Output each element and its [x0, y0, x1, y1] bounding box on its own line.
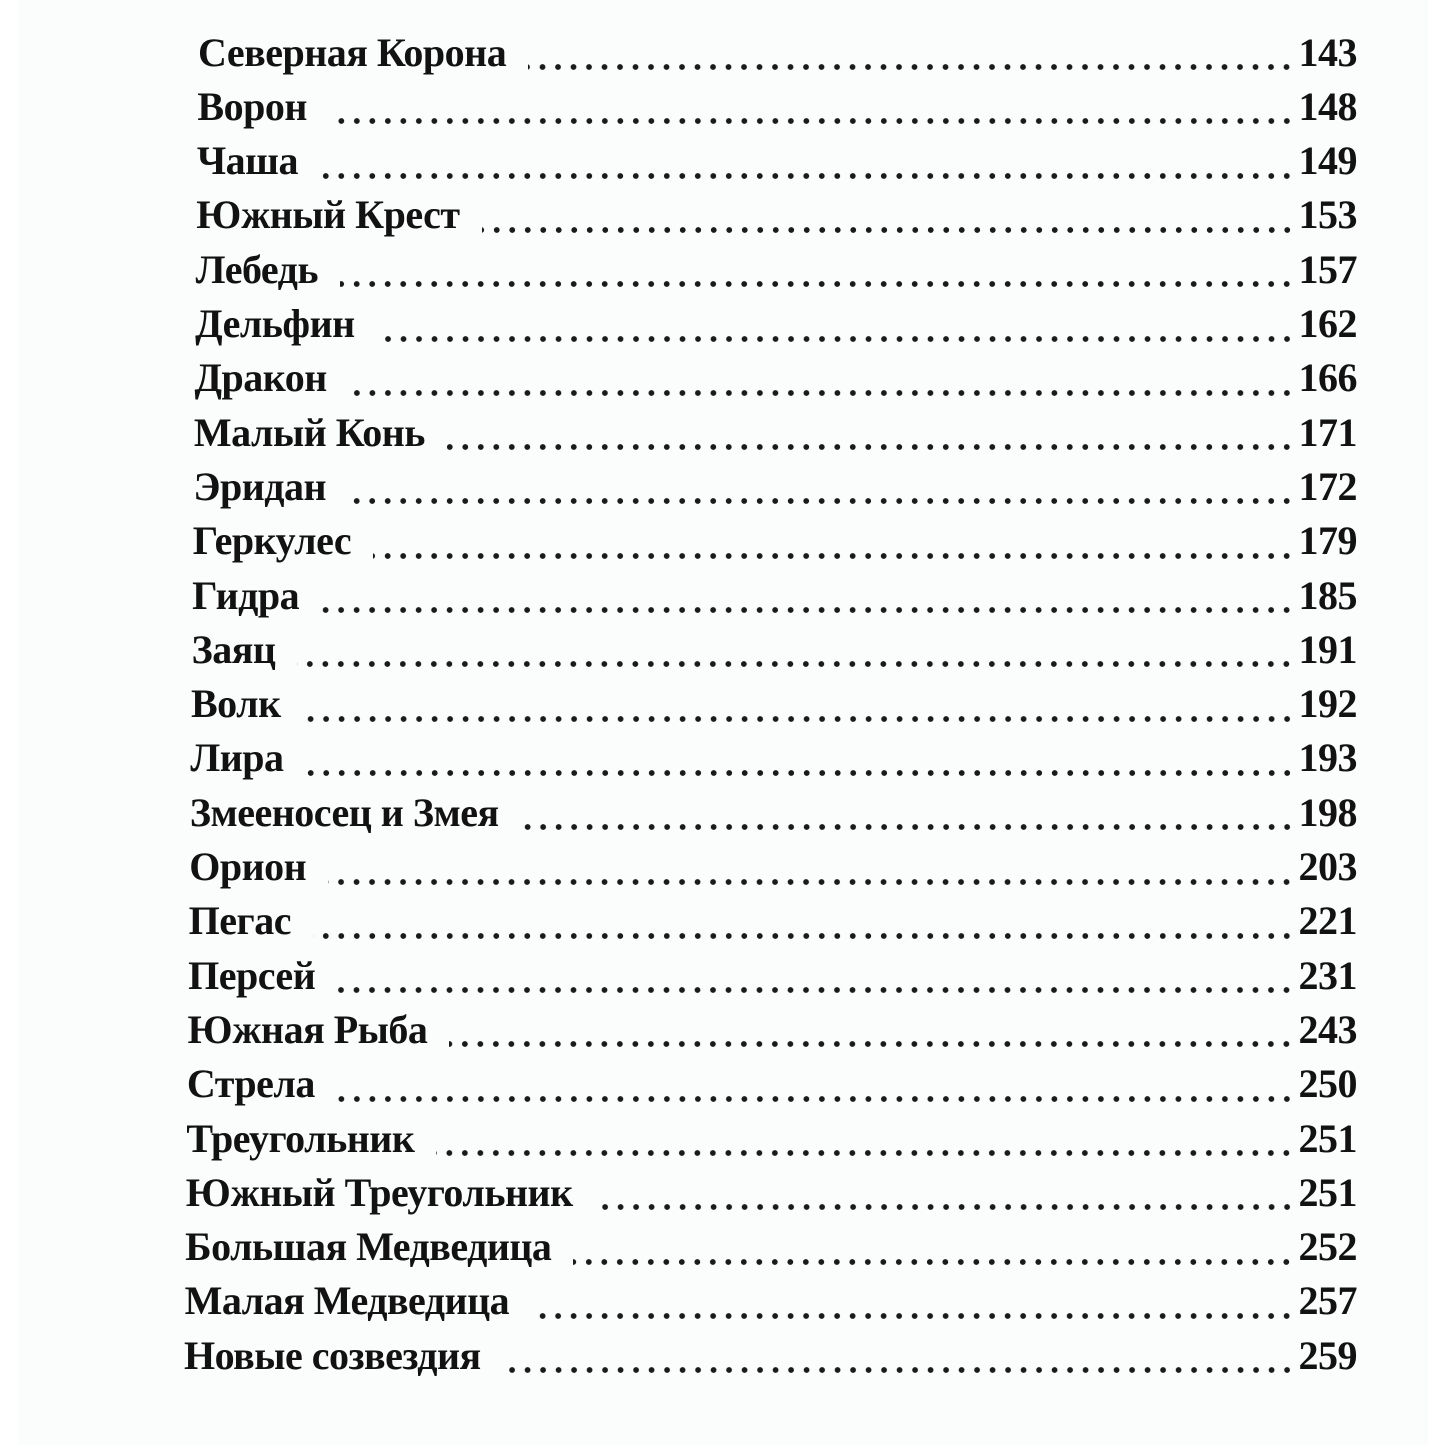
dot-leader [349, 358, 1295, 398]
toc-entry [197, 134, 1357, 188]
toc-entry-page-number: 148 [1298, 83, 1357, 129]
dot-leader [521, 792, 1295, 832]
dot-leader [573, 1227, 1294, 1267]
toc-entry-title: Треугольник [186, 1115, 415, 1161]
toc-entry [195, 351, 1358, 405]
dot-leader [503, 1335, 1295, 1375]
toc-entry-page-number: 149 [1298, 138, 1357, 184]
toc-entry-page-number: 198 [1298, 789, 1357, 835]
toc-entry-title: Новые созвездия [184, 1332, 481, 1378]
toc-entry-page-number: 171 [1298, 409, 1357, 455]
toc-entry-title: Лира [190, 735, 284, 781]
toc-entry [186, 1111, 1357, 1165]
toc-entry-title: Дельфин [195, 301, 355, 346]
toc-entry-page-number: 231 [1298, 952, 1357, 998]
dot-leader [297, 629, 1294, 669]
dot-leader [447, 412, 1295, 452]
dot-leader [348, 466, 1294, 506]
toc-entry-page-number: 153 [1298, 192, 1357, 238]
toc-entry-title: Заяц [191, 626, 276, 672]
toc-entry-title: Эридан [193, 463, 327, 509]
dot-leader [306, 738, 1295, 778]
toc-entry [187, 1057, 1357, 1111]
dot-leader [303, 684, 1295, 724]
toc-entry-title: Северная Корона [198, 29, 507, 75]
dot-leader [449, 1009, 1294, 1049]
dot-leader [337, 1064, 1295, 1104]
toc-entry-title: Пегас [188, 898, 291, 944]
toc-entry-page-number: 162 [1298, 301, 1357, 346]
toc-entry [190, 785, 1357, 839]
toc-entry [196, 242, 1357, 296]
toc-entry [194, 405, 1357, 459]
toc-entry [188, 1002, 1358, 1056]
toc-entry [184, 1328, 1357, 1382]
toc-entry-page-number: 251 [1298, 1169, 1357, 1215]
toc-entry-title: Орион [189, 844, 307, 889]
toc-entry-title: Змееносец и Змея [189, 789, 499, 835]
toc-entry-page-number: 257 [1298, 1278, 1357, 1324]
toc-entry-page-number: 157 [1298, 246, 1357, 292]
toc-entry-title: Южный Треугольник [185, 1169, 573, 1215]
toc-entry-title: Лебедь [195, 246, 319, 292]
toc-entry [185, 1274, 1357, 1328]
toc-entry [192, 622, 1357, 676]
toc-entry-title: Малый Конь [193, 409, 425, 455]
toc-entry [188, 948, 1357, 1002]
toc-entry [193, 459, 1357, 513]
toc-entry [191, 677, 1357, 731]
toc-entry-title: Малая Медведица [184, 1278, 510, 1324]
toc-entry-title: Персей [188, 952, 316, 998]
toc-entry-page-number: 185 [1298, 572, 1357, 618]
toc-entry-page-number: 192 [1298, 681, 1357, 727]
toc-entry-page-number: 143 [1298, 29, 1357, 75]
dot-leader [313, 901, 1295, 941]
dot-leader [321, 575, 1294, 615]
toc-entry-title: Южная Рыба [187, 1006, 428, 1052]
dot-leader [340, 249, 1294, 289]
toc-entry-title: Чаша [196, 138, 298, 184]
dot-leader [320, 141, 1295, 181]
dot-leader [531, 1281, 1294, 1321]
toc-entry-page-number: 251 [1298, 1115, 1357, 1161]
toc-entry-page-number: 203 [1298, 844, 1357, 889]
toc-entry [186, 1165, 1357, 1219]
toc-entry [196, 188, 1357, 242]
toc-entry-title: Ворон [197, 83, 307, 129]
dot-leader [328, 847, 1294, 887]
toc-entry [185, 1220, 1357, 1274]
toc-entry [195, 297, 1357, 351]
dot-leader [377, 304, 1295, 344]
toc-entry [193, 514, 1357, 568]
toc-entry [192, 568, 1357, 622]
toc-entry-page-number: 179 [1298, 518, 1357, 564]
toc-entry [198, 25, 1357, 79]
toc-entry-page-number: 191 [1298, 626, 1357, 672]
toc-entry-page-number: 243 [1298, 1006, 1357, 1052]
toc-entry-page-number: 250 [1298, 1061, 1357, 1107]
toc-entry [197, 79, 1357, 133]
dot-leader [436, 1118, 1294, 1158]
toc-entry-page-number: 252 [1298, 1224, 1357, 1270]
toc-entry-page-number: 172 [1298, 463, 1357, 509]
toc-entry-title: Волк [191, 681, 281, 727]
toc-entry-page-number: 259 [1298, 1332, 1357, 1378]
toc-entry-title: Большая Медведица [185, 1224, 552, 1270]
toc-entry-title: Дракон [194, 355, 327, 401]
dot-leader [595, 1172, 1295, 1212]
toc-entry-title: Гидра [192, 572, 300, 618]
toc-entry-page-number: 221 [1298, 898, 1357, 944]
toc-entry-page-number: 166 [1298, 355, 1357, 401]
toc-entry-title: Южный Крест [196, 192, 460, 238]
dot-leader [337, 955, 1294, 995]
toc-entry [189, 840, 1357, 894]
dot-leader [528, 32, 1294, 72]
toc-entry-title: Стрела [186, 1061, 315, 1107]
toc-entry-title: Геркулес [192, 518, 352, 564]
dot-leader [373, 521, 1294, 561]
dot-leader [329, 86, 1295, 126]
toc-entry-page-number: 193 [1298, 735, 1357, 781]
toc-entry [189, 894, 1357, 948]
dot-leader [482, 195, 1295, 235]
toc-entry [190, 731, 1357, 785]
